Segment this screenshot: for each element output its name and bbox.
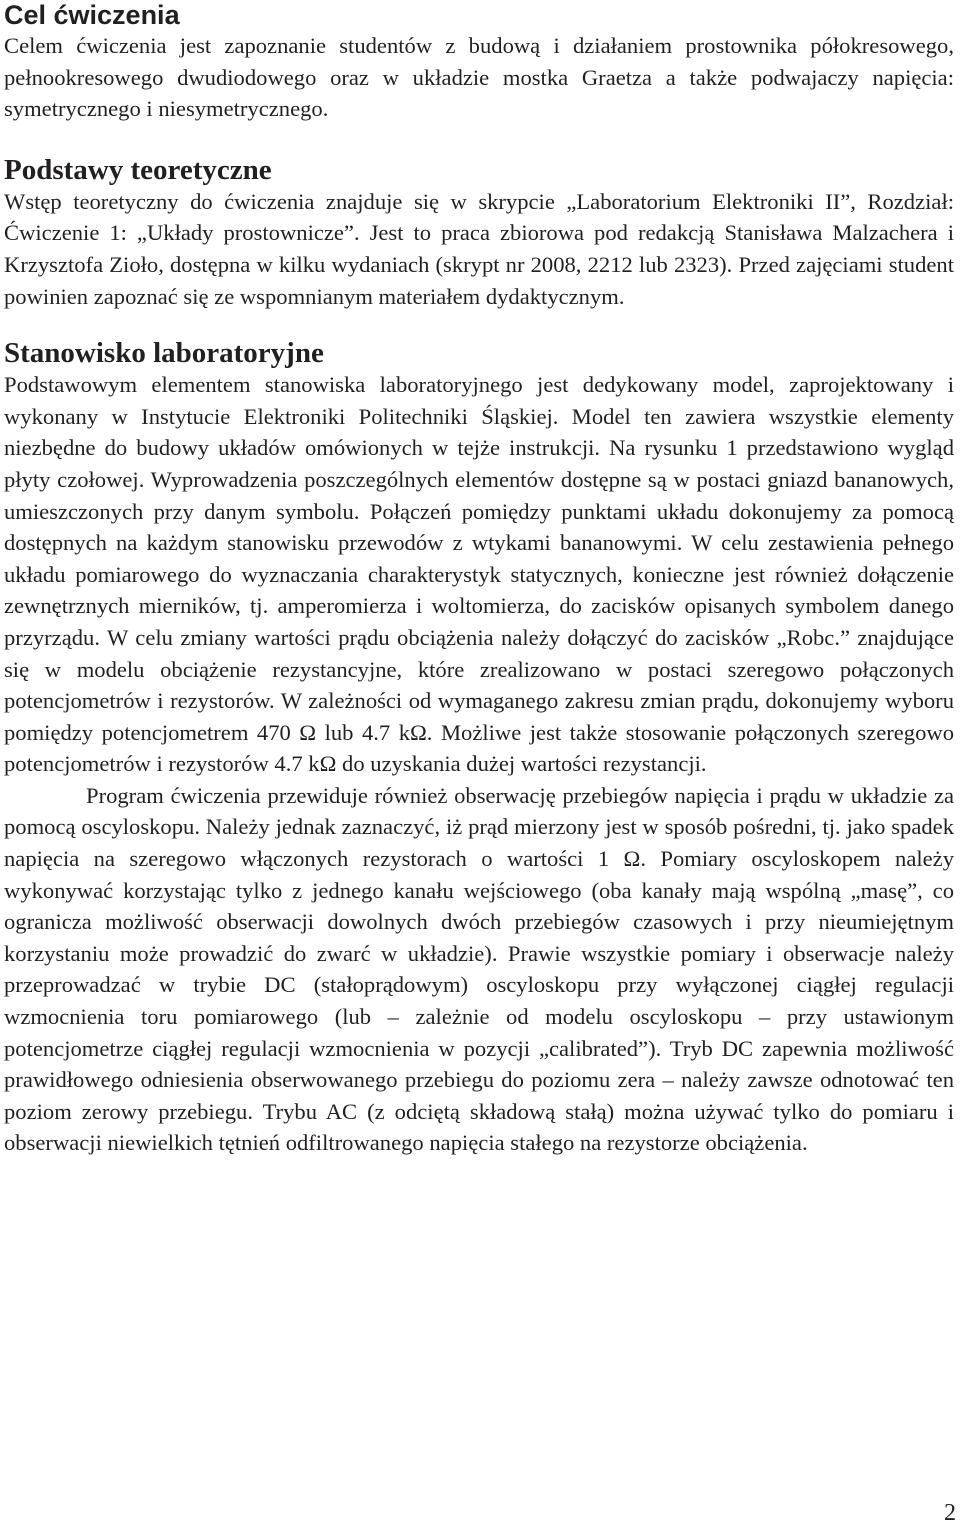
- section-heading-stanowisko-laboratoryjne: Stanowisko laboratoryjne: [4, 337, 324, 370]
- paragraph-program-cwiczenia: Program ćwiczenia przewiduje również obserwację przebiegów napięcia i prądu w układzie za pomocą oscyloskopu. Należy jednak zaznaczyć, iż prąd mierzony jest w sposób pośredni, tj. jako spadek napięcia na szeregowo włączonych rezystorach o wartości 1 Ω. Pomiary oscyloskopem należy wykonywać korzystając tylko z jednego kanału wejściowego (oba kanały mają wspólną „masę”, co ogranicza możliwość obserwacji dowolnych dwóch przebiegów czasowych i przy nieumiejętnym korzystaniu może prowadzić do zwarć w układzie). Prawie wszystkie pomiary i obserwacje należy przeprowadzać w trybie DC (stałoprądowym) oscyloskopu przy wyłączonej ciągłej regulacji wzmocnienia toru pomiarowego (lub – zależnie od modelu oscyloskopu – przy ustawionym potencjometrze ciągłej regulacji wzmocnienia w pozycji „calibrated”). Tryb DC zapewnia możliwość prawidłowego odniesienia obserwowanego przebiegu do poziomu zera – należy zawsze odnotować ten poziom zerowy przebiegu. Trybu AC (z odciętą składową stałą) można używać tylko do pomiaru i obserwacji niewielkich tętnień odfiltrowanego napięcia stałego na rezystorze obciążenia.: [4, 782, 954, 1156]
- document-page: [4, 0, 954, 1159]
- page-number: 2: [944, 1500, 956, 1526]
- paragraph-podstawy-teoretyczne: Wstęp teoretyczny do ćwiczenia znajduje się w skrypcie „Laboratorium Elektroniki II”, Rozdział: Ćwiczenie 1: „Układy prostownicze”. Jest to praca zbiorowa pod redakcją Stanisława Malzachera i Krzysztofa Zioło, dostępna w kilku wydaniach (skrypt nr 2008, 2212 lub 2323). Przed zajęciami student powinien zapoznać się ze wspomnianym materiałem dydaktycznym.: [4, 188, 954, 309]
- paragraph-stanowisko-laboratoryjne: Podstawowym elementem stanowiska laboratoryjnego jest dedykowany model, zaprojektowany i wykonany w Instytucie Elektroniki Politechniki Śląskiej. Model ten zawiera wszystkie elementy niezbędne do budowy układów omówionych w tejże instrukcji. Na rysunku 1 przedstawiono wygląd płyty czołowej. Wyprowadzenia poszczególnych elementów dostępne są w postaci gniazd bananowych, umieszczonych przy danym symbolu. Połączeń pomiędzy punktami układu dokonujemy za pomocą dostępnych na każdym stanowisku przewodów z wtykami bananowymi. W celu zestawienia pełnego układu pomiarowego do wyznaczania charakterystyk statycznych, konieczne jest również dołączenie zewnętrznych mierników, tj. amperomierza i woltomierza, do zacisków opisanych symbolem danego przyrządu. W celu zmiany wartości prądu obciążenia należy dołączyć do zacisków „Robc.” znajdujące się w modelu obciążenie rezystancyjne, które zrealizowano w postaci szeregowo połączonych potencjometrów i rezystorów. W zależności od wymaganego zakresu zmian prądu, dokonujemy wyboru pomiędzy potencjometrem 470 Ω lub 4.7 kΩ. Możliwe jest także stosowanie połączonych szeregowo potencjometrów i rezystorów 4.7 kΩ do uzyskania dużej wartości rezystancji.: [4, 372, 954, 777]
- paragraph-cel-cwiczenia: Celem ćwiczenia jest zapoznanie studentów z budową i działaniem prostownika półokresowego, pełnookresowego dwudiodowego oraz w układzie mostka Graetza a także podwajaczy napięcia: symetrycznego i niesymetrycznego.: [4, 33, 954, 122]
- section-heading-podstawy-teoretyczne: Podstawy teoretyczne: [4, 153, 272, 186]
- section-heading-cel-cwiczenia: Cel ćwiczenia: [4, 0, 180, 30]
